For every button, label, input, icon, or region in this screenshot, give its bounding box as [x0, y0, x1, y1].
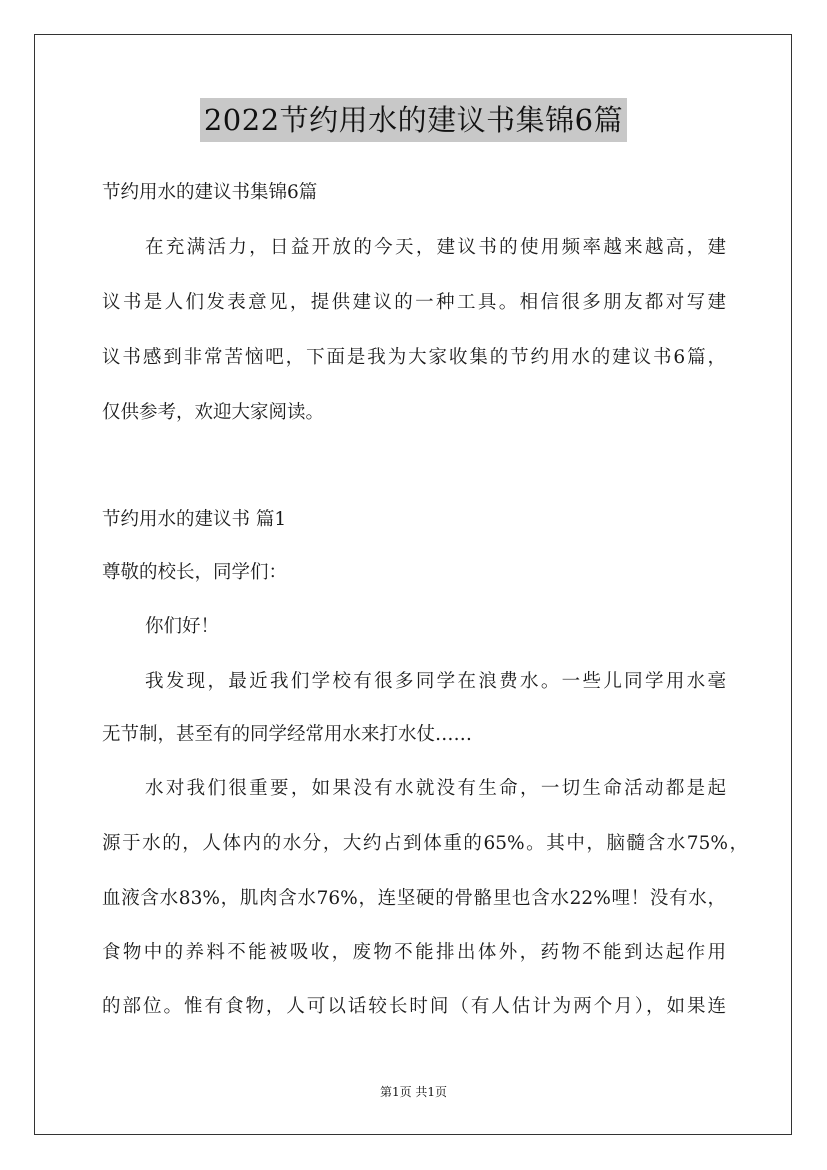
section-heading: 节约用水的建议书 篇1 — [102, 509, 287, 530]
paragraph2-line-4: 食物中的养料不能被吸收，废物不能排出体外，药物不能到达起作用 — [102, 942, 726, 963]
paragraph2-line-2: 源于水的，人体内的水分，大约占到体重的65%。其中，脑髓含水75%， — [102, 833, 748, 854]
title-container — [0, 98, 827, 142]
intro-line-4: 仅供参考，欢迎大家阅读。 — [102, 402, 325, 423]
greeting: 你们好！ — [145, 616, 220, 637]
paragraph1-line-1: 我发现，最近我们学校有很多同学在浪费水。一些儿同学用水毫 — [145, 671, 726, 692]
intro-line-3: 议书感到非常苦恼吧，下面是我为大家收集的节约用水的建议书6篇， — [102, 347, 726, 368]
page-footer: 第1页 共1页 — [379, 1085, 448, 1099]
paragraph2-line-5: 的部位。惟有食物，人可以话较长时间（有人估计为两个月），如果连 — [102, 996, 726, 1017]
salutation: 尊敬的校长，同学们： — [102, 562, 288, 583]
paragraph2-line-3: 血液含水83%，肌肉含水76%，连坚硬的骨骼里也含水22%哩！没有水， — [102, 888, 726, 909]
intro-line-1: 在充满活力，日益开放的今天，建议书的使用频率越来越高，建 — [145, 237, 726, 258]
paragraph1-line-2: 无节制，甚至有的同学经常用水来打水仗…… — [102, 724, 473, 745]
paragraph2-line-1: 水对我们很重要，如果没有水就没有生命，一切生命活动都是起 — [145, 778, 726, 799]
document-subtitle: 节约用水的建议书集锦6篇 — [102, 182, 318, 203]
document-title: 2022节约用水的建议书集锦6篇 — [200, 98, 627, 142]
intro-line-2: 议书是人们发表意见，提供建议的一种工具。相信很多朋友都对写建 — [102, 292, 726, 313]
